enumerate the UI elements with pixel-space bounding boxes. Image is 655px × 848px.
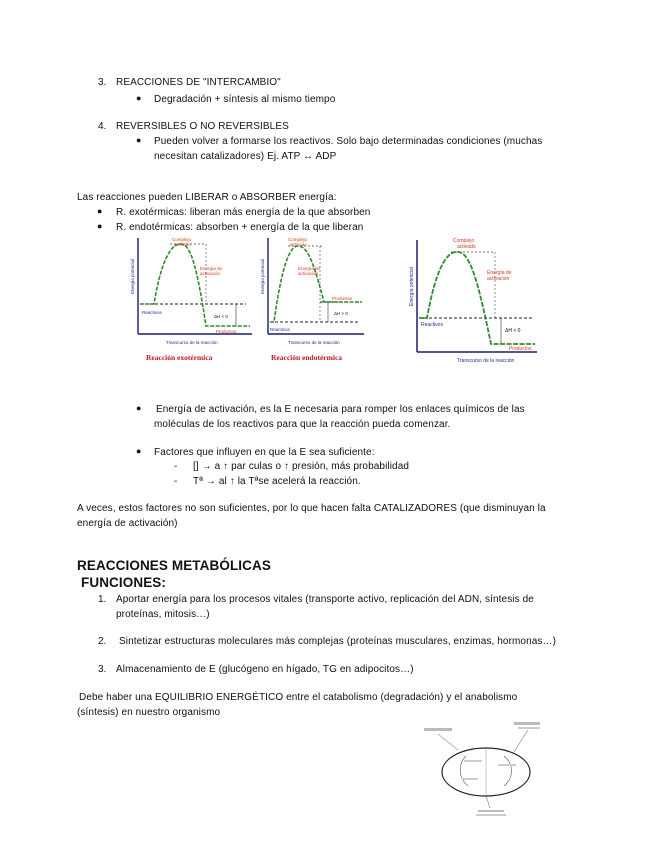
function-1-line1: Aportar energía para los procesos vitales (transporte activo, replicación del ADN, síntesis de: [116, 594, 534, 605]
endothermic-bullet: R. endotérmicas: absorben + energía de la que liberan: [116, 222, 364, 233]
delta-h-label: ΔH < 0: [214, 314, 228, 319]
y-axis-label: Energía potencial: [260, 258, 265, 294]
factor-temperature: Tª → al ↑ la Tªse acelerá la reacción.: [193, 476, 361, 487]
x-axis-label: Transcurso de la reacción: [166, 340, 218, 345]
catalyst-text-line1: A veces, estos factores no son suficientes, por lo que hacen falta CATALIZADORES (que disminuyan la: [77, 503, 546, 514]
balance-text-line2: (síntesis) en nuestro organismo: [77, 707, 221, 718]
products-label: Productos: [509, 346, 532, 352]
peak-label-2: activado: [457, 244, 476, 250]
products-label: Productos: [216, 329, 237, 334]
endothermic-caption: Reacción endotérmica: [271, 353, 343, 362]
activation-text-line1: Energía de activación, es la E necesaria para romper los enlaces químicos de las: [156, 404, 525, 415]
function-1-line2: proteínas, mitosis…): [116, 609, 210, 620]
peak-label-1: Complejo: [288, 237, 308, 242]
list-number: 4.: [98, 121, 107, 132]
activation-label-2: activación: [487, 276, 510, 282]
activation-label-2: activación: [200, 271, 221, 276]
products-label: Productos: [332, 296, 353, 301]
list-number: 1.: [98, 594, 107, 605]
dash-icon: -: [174, 461, 178, 472]
exothermic-bullet: R. exotérmicas: liberan más energía de la que absorben: [116, 207, 371, 218]
reactants-label: Reactivos: [421, 322, 443, 328]
dash-icon: -: [174, 476, 178, 487]
functions-subtitle: FUNCIONES:: [81, 575, 166, 590]
peak-label-2: activado: [290, 242, 307, 247]
bullet-text-line2: necesitan catalizadores) Ej. ATP ↔ ADP: [154, 151, 337, 162]
delta-h-label: ΔH < 0: [505, 328, 521, 334]
peak-label-1: Complejo: [172, 237, 192, 242]
function-3: Almacenamiento de E (glucógeno en hígado, TG en adipocitos…): [116, 664, 414, 675]
energy-intro: Las reacciones pueden LIBERAR o ABSORBER energía:: [77, 192, 337, 203]
metabolism-cycle-diagram: [418, 720, 548, 820]
endothermic-energy-diagram: [258, 234, 368, 352]
exothermic-energy-diagram: [126, 234, 256, 352]
energy-diagram-large: [405, 236, 541, 366]
activation-label-1: Energía de: [200, 266, 223, 271]
peak-label-1: Complejo: [453, 238, 475, 244]
section-title-intercambio: REACCIONES DE "INTERCAMBIO": [116, 77, 281, 88]
function-2: Sintetizar estructuras moleculares más complejas (proteínas musculares, enzimas, hormonas…): [119, 636, 557, 647]
balance-text-line1: Debe haber una EQUILIBRIO ENERGÉTICO entre el catabolismo (degradación) y el anabolismo: [79, 692, 518, 703]
peak-label-2: activado: [174, 242, 191, 247]
activation-label-2: activación: [298, 271, 319, 276]
y-axis-label: Energía potencial: [130, 258, 135, 294]
factor-concentration: [] → a ↑ par culas o ↑ presión, más probabilidad: [193, 461, 410, 472]
delta-h-label: ΔH > 0: [334, 311, 348, 316]
bullet-icon: ●: [136, 446, 142, 456]
catalyst-text-line2: energía de activación): [77, 518, 178, 529]
reactants-label: Reactivos: [142, 310, 162, 315]
list-number: 3.: [98, 77, 107, 88]
list-number: 2.: [98, 636, 107, 647]
x-axis-label: Transcurso de la reacción: [457, 358, 515, 364]
bullet-text: Degradación + síntesis al mismo tiempo: [154, 94, 336, 105]
y-axis-label: Energía potencial: [409, 267, 415, 306]
bullet-icon: ●: [136, 93, 142, 103]
list-number: 3.: [98, 664, 107, 675]
metabolic-title: REACCIONES METABÓLICAS: [77, 558, 271, 573]
section-title-reversibles: REVERSIBLES O NO REVERSIBLES: [116, 121, 289, 132]
activation-label-1: Energía de: [298, 266, 321, 271]
bullet-icon: ●: [136, 135, 142, 145]
bullet-icon: ●: [97, 221, 103, 231]
x-axis-label: Transcurso de la reacción: [288, 340, 340, 345]
activation-text-line2: moléculas de los reactivos para que la reacción pueda comenzar.: [154, 419, 451, 430]
exothermic-caption: Reacción exotérmica: [146, 353, 213, 362]
factors-text: Factores que influyen en que la E sea suficiente:: [154, 447, 375, 458]
bullet-icon: ●: [97, 206, 103, 216]
bullet-text-line1: Pueden volver a formarse los reactivos. Solo bajo determinadas condiciones (muchas: [154, 136, 543, 147]
bullet-icon: ●: [136, 403, 142, 413]
activation-label-1: Energía de: [487, 270, 512, 276]
reactants-label: Reactivos: [270, 327, 290, 332]
